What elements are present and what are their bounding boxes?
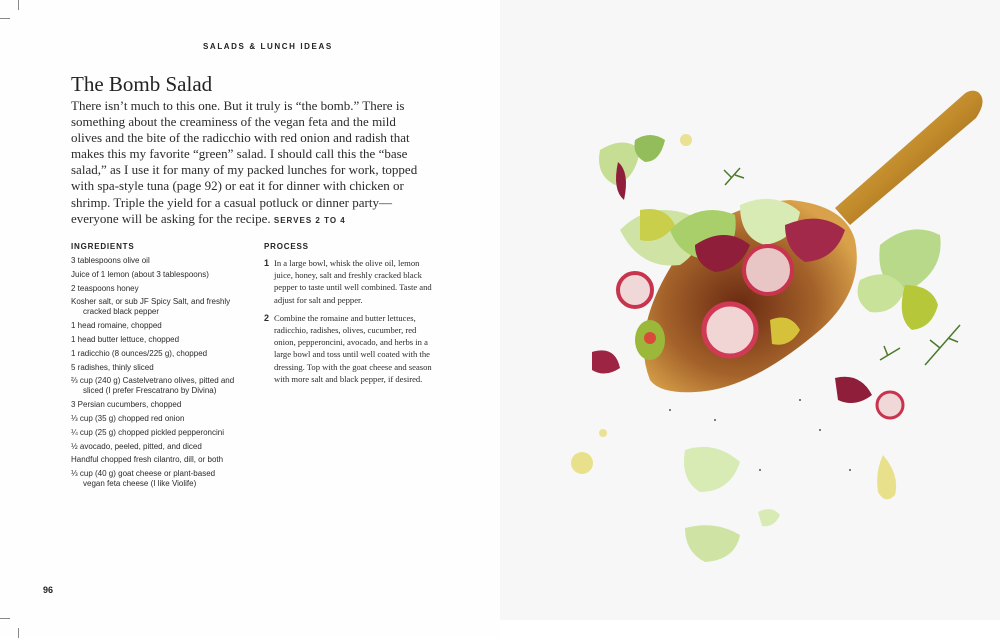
ingredients-list [71, 256, 236, 493]
ingredient-item: Kosher salt, or sub JF Spicy Salt, and freshly cracked black pepper [71, 297, 231, 317]
page-number: 96 [43, 585, 54, 595]
section-heading: SALADS & LUNCH IDEAS [203, 42, 333, 51]
ingredient-item: ½ avocado, peeled, pitted, and diced [71, 441, 202, 451]
ingredient-item: 3 Persian cucumbers, chopped [71, 400, 182, 410]
step-text: Combine the romaine and butter lettuces, radicchio, radishes, olives, cucumber, red onion, pepperoncini, avocado, and herbs in a large bowl and toss until well coated with the dressing. Top with the goat cheese and season with more salt and black pepper, if desired. [274, 312, 432, 384]
ingredient-item: 3 tablespoons olive oil [71, 256, 150, 265]
process-steps [264, 257, 440, 391]
process-step [264, 257, 440, 306]
ingredient-item: 1 radicchio (8 ounces/225 g), chopped [71, 348, 208, 358]
ingredient-item: ⅓ cup (40 g) goat cheese or plant-based vegan feta cheese (I like Violife) [71, 469, 216, 489]
process-heading: PROCESS [264, 242, 309, 251]
serves-label: SERVES 2 TO 4 [273, 215, 346, 225]
salad-spoon-illustration [500, 0, 1000, 620]
recipe-title: The Bomb Salad [71, 72, 213, 96]
ingredient-item: 1 head romaine, chopped [71, 321, 162, 331]
crop-mark [18, 628, 19, 638]
step-number: 1 [264, 258, 270, 268]
ingredient-item: ⅔ cup (240 g) Castelvetrano olives, pitted and sliced (I prefer Frescatrano by Divina) [71, 376, 235, 396]
ingredient-item: ⅓ cup (35 g) chopped red onion [71, 413, 185, 423]
ingredient-item: Handful chopped fresh cilantro, dill, or both [71, 455, 224, 465]
crop-mark [18, 0, 19, 10]
ingredient-item: 5 radishes, thinly sliced [71, 362, 154, 372]
ingredient-item: Juice of 1 lemon (about 3 tablespoons) [71, 269, 209, 279]
process-step [264, 312, 440, 385]
ingredients-heading: INGREDIENTS [71, 242, 135, 251]
ingredient-item: 2 teaspoons honey [71, 283, 139, 293]
recipe-intro [71, 98, 421, 229]
step-number: 2 [264, 312, 270, 323]
ingredient-item: ¼ cup (25 g) chopped pickled pepperoncini [71, 427, 224, 437]
step-text: In a large bowl, whisk the olive oil, lemon juice, honey, salt and freshly cracked black pepper to taste until well combined. Taste and adjust for salt and pepper. [274, 258, 432, 305]
salad-photo [500, 0, 1000, 620]
intro-text: There isn’t much to this one. But it truly is “the bomb.” There is something about the creaminess of the vegan feta and the mild olives and the bite of the radicchio with red onion and radish that makes this my favorite “green” salad. I should call this the “base salad,” as I use it for many of my packed lunches for work, topped with spa-style tuna (page 92) or eat it for dinner with chicken or shrimp. Triple the yield for a casual potluck or dinner party—everyone will be asking for the recipe. [71, 98, 418, 226]
ingredient-item: 1 head butter lettuce, chopped [71, 334, 180, 344]
crop-mark [0, 618, 10, 619]
crop-mark [0, 18, 10, 19]
